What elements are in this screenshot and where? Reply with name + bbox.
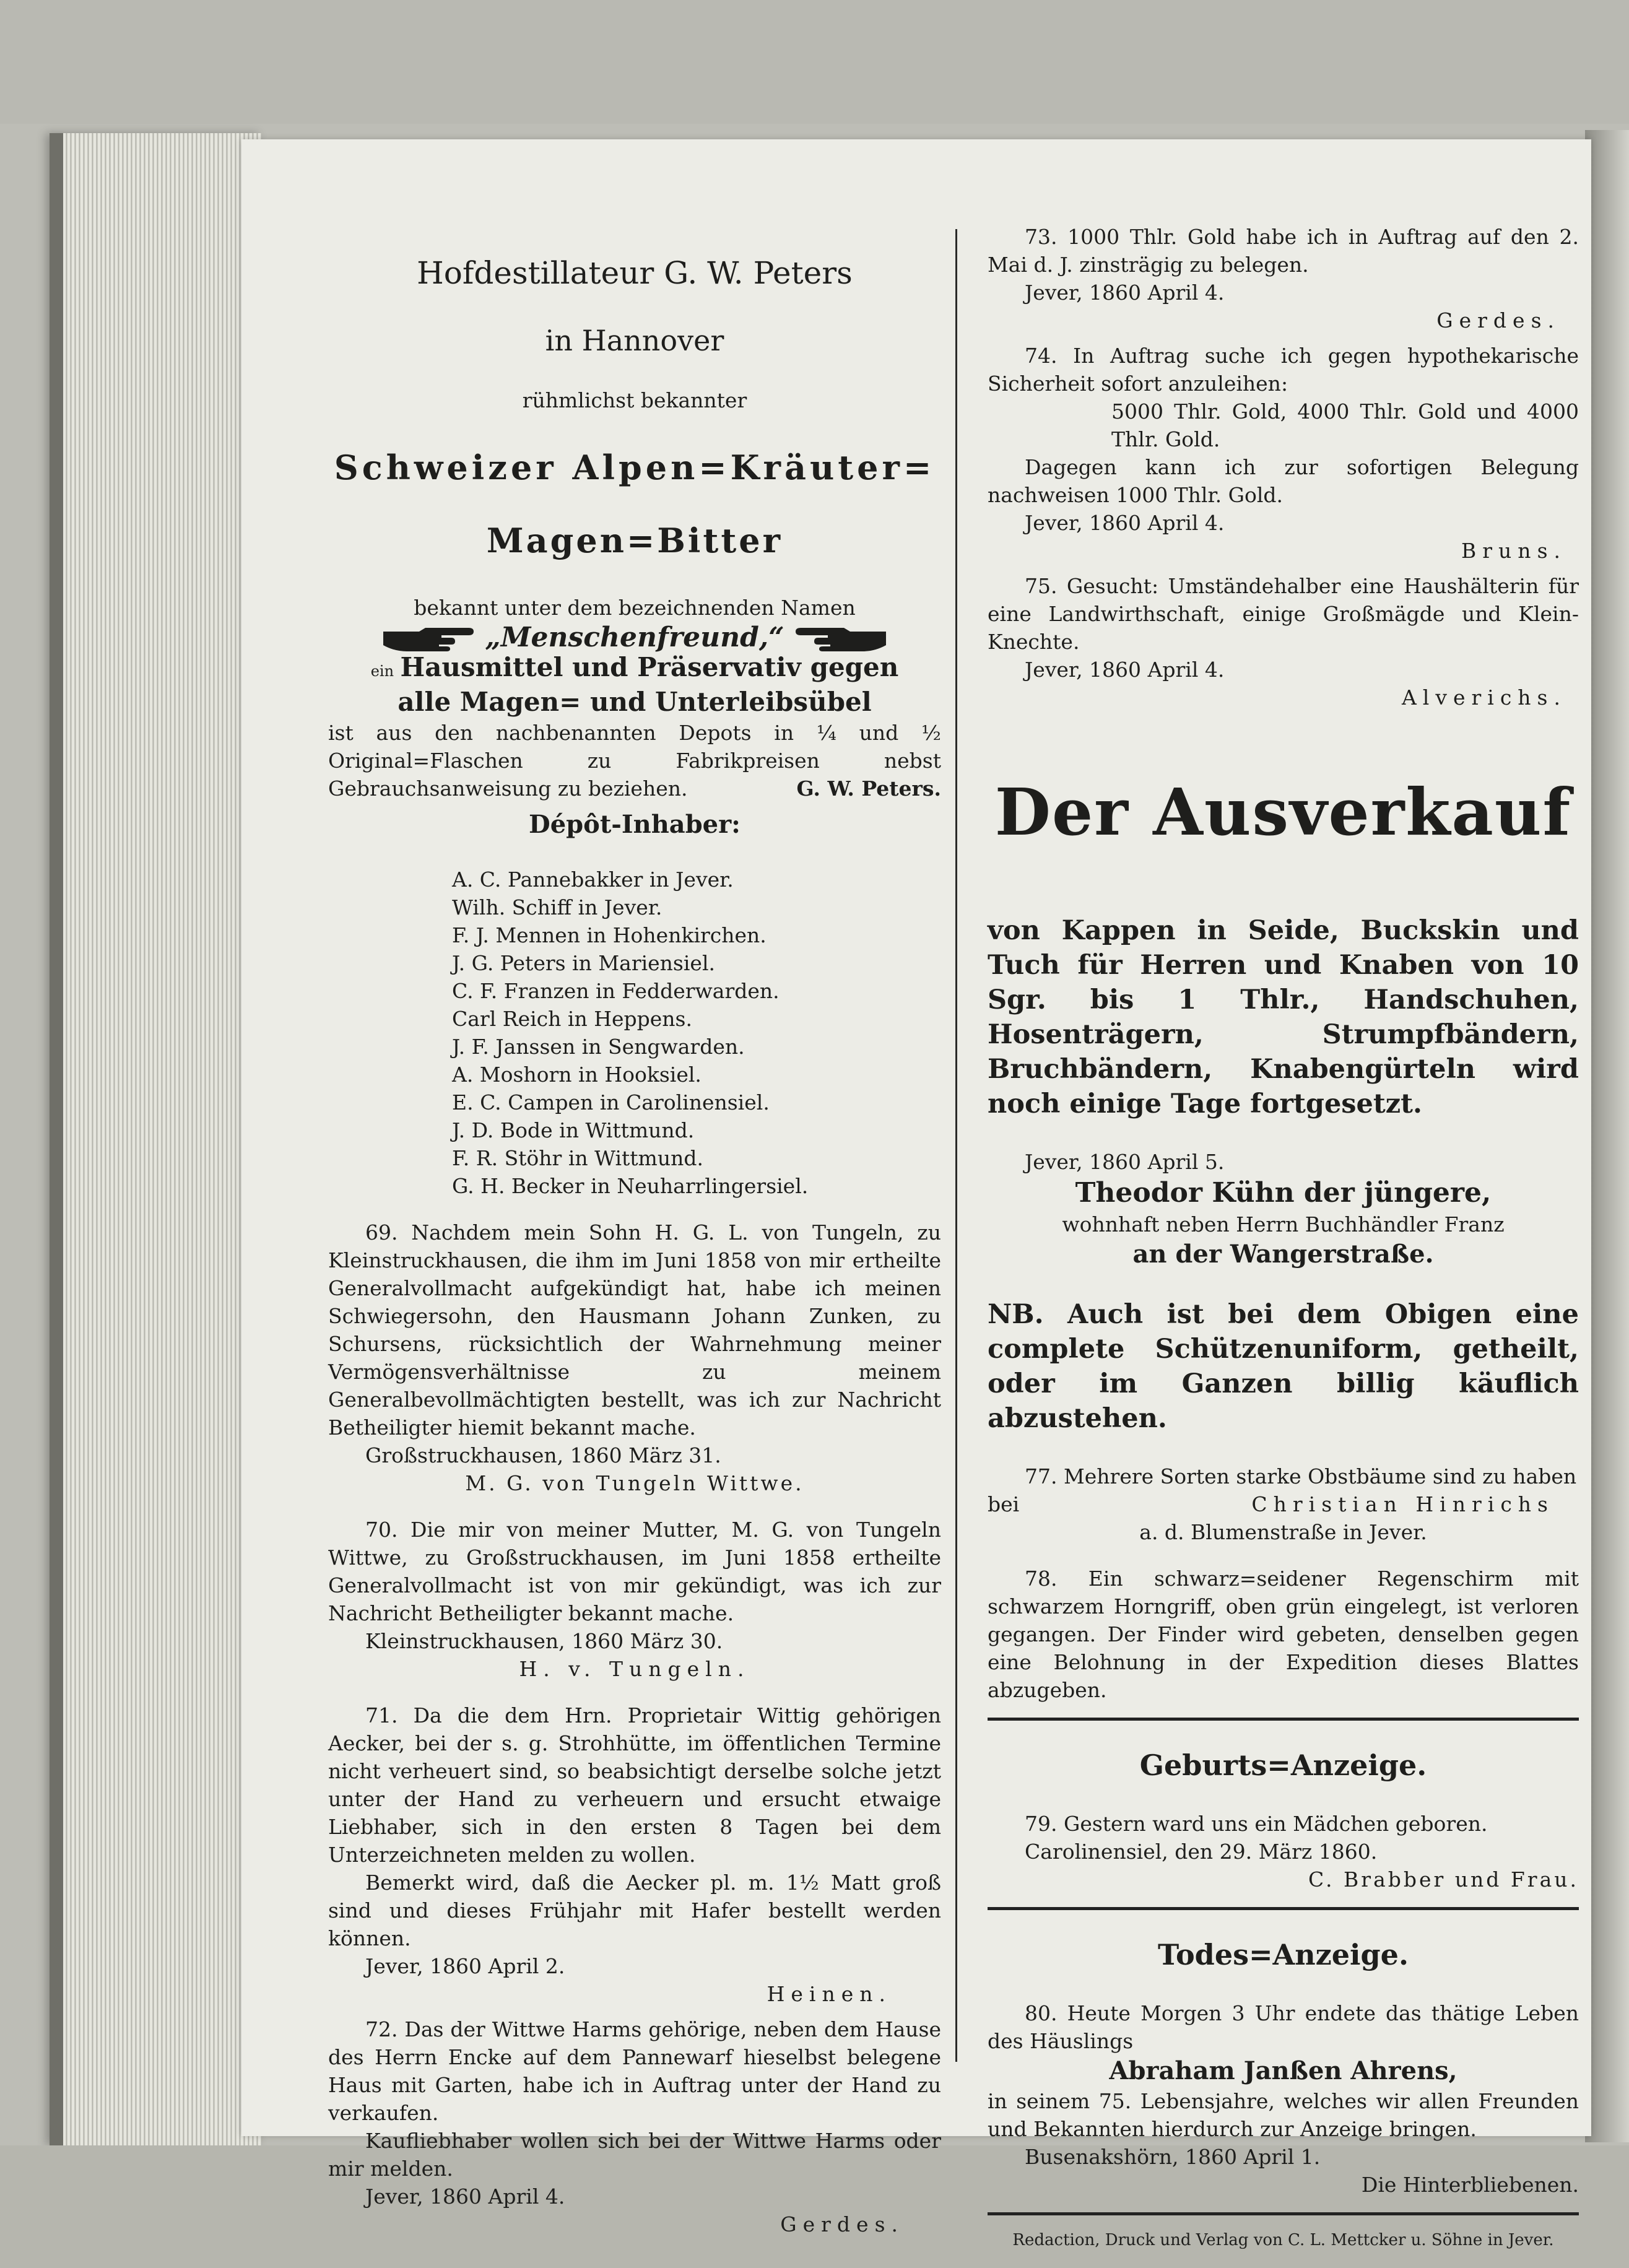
- book-page-edges: [50, 133, 261, 2145]
- notice-71-signature: Heinen.: [767, 1982, 892, 2006]
- death-text1: 80. Heute Morgen 3 Uhr endete das thätige Leben des Häuslings: [988, 2001, 1579, 2053]
- ad-peters-line3: rühmlichst bekannter: [522, 388, 747, 412]
- notice-72-place: Jever, 1860 April 4.: [365, 2184, 565, 2209]
- birth-heading: Geburts=Anzeige.: [1139, 1749, 1427, 1782]
- birth-text: 79. Gestern ward uns ein Mädchen geboren.: [1025, 1812, 1488, 1836]
- notice-74-place: Jever, 1860 April 4.: [1025, 511, 1225, 535]
- death-name: Abraham Janßen Ahrens,: [1109, 2056, 1457, 2085]
- list-item: J. G. Peters in Mariensiel.: [452, 951, 715, 975]
- notice-71-place: Jever, 1860 April 2.: [365, 1954, 565, 1978]
- notice-77-text: 77. Mehrere Sorten starke Obstbäume sind zu haben: [1025, 1464, 1577, 1488]
- death-heading: Todes=Anzeige.: [1158, 1938, 1409, 1971]
- list-item: E. C. Campen in Carolinensiel.: [452, 1090, 770, 1114]
- ad-peters-line8-main: Hausmittel und Präservativ gegen: [400, 652, 899, 682]
- notice-69: [328, 1219, 941, 1497]
- pointing-hand-right-icon: [382, 624, 475, 651]
- birth-signature: C. Brabber und Frau.: [1308, 1867, 1579, 1892]
- notice-77-sign-line: [988, 1490, 1579, 1518]
- scan-background-top: [0, 0, 1629, 124]
- ad-peters-line8: [328, 653, 941, 685]
- notice-74-amounts: 5000 Thlr. Gold, 4000 Thlr. Gold und 4000 Thlr. Gold.: [1111, 399, 1579, 451]
- list-item: J. F. Janssen in Sengwarden.: [452, 1035, 745, 1059]
- ausverkauf-body: von Kappen in Seide, Buckskin und Tuch für Herren und Knaben von 10 Sgr. bis 1 Thlr., Handschuhen, Hosenträgern, Strumpfbändern, Bruchbändern, Knabengürteln wird noch einige Tage fortgesetzt.: [988, 915, 1579, 1119]
- list-item: Wilh. Schiff in Jever.: [452, 895, 662, 919]
- list-item: F. R. Stöhr in Wittmund.: [452, 1146, 703, 1170]
- notice-77-address: a. d. Blumenstraße in Jever.: [1139, 1520, 1427, 1544]
- notice-72-text: 72. Das der Wittwe Harms gehörige, neben dem Hause des Herrn Encke auf dem Pannewarf hieselbst belegene Haus mit Garten, habe ich in Auftrag unter der Hand zu verkaufen.: [328, 2017, 941, 2125]
- notice-73-place: Jever, 1860 April 4.: [1025, 280, 1225, 305]
- list-item: A. Moshorn in Hooksiel.: [452, 1062, 702, 1087]
- section-rule: [988, 2212, 1579, 2215]
- birth-place: Carolinensiel, den 29. März 1860.: [1025, 1840, 1378, 1864]
- hand-row: [328, 622, 941, 653]
- notice-77: [988, 1462, 1579, 1546]
- death-announcement: [988, 1939, 1579, 2199]
- notice-72-text2: Kaufliebhaber wollen sich bei der Wittwe Harms oder mir melden.: [328, 2129, 941, 2181]
- notice-70-place: Kleinstruckhausen, 1860 März 30.: [365, 1629, 723, 1653]
- ad-peters-line2: in Hannover: [545, 324, 724, 357]
- list-item: F. J. Mennen in Hohenkirchen.: [452, 923, 767, 947]
- list-item: J. D. Bode in Wittmund.: [452, 1118, 695, 1142]
- notice-74: [988, 342, 1579, 565]
- left-column: [328, 223, 941, 2238]
- notice-75: [988, 572, 1579, 711]
- notice-70-signature: H. v. Tungeln.: [519, 1657, 750, 1681]
- notice-71: [328, 1701, 941, 2008]
- notice-69-place: Großstruckhausen, 1860 März 31.: [365, 1443, 721, 1467]
- list-item: C. F. Franzen in Fedderwarden.: [452, 979, 780, 1003]
- ad-peters-signature: G. W. Peters.: [796, 776, 941, 801]
- ad-peters: [328, 254, 941, 1200]
- ad-peters-product1: Schweizer Alpen=Kräuter=: [334, 448, 936, 487]
- notice-78: [988, 1565, 1579, 1704]
- ad-peters-line9: alle Magen= und Unterleibsübel: [397, 687, 872, 717]
- notice-72: [328, 2015, 941, 2238]
- section-rule: [988, 1907, 1579, 1910]
- notice-75-text: 75. Gesucht: Umständehalber eine Haushälterin für eine Landwirthschaft, einige Großmägde und Klein-Knechte.: [988, 574, 1579, 654]
- notice-78-text: 78. Ein schwarz=seidener Regenschirm mit schwarzem Horngriff, oben grün eingelegt, ist verloren gegangen. Der Finder wird gebeten, denselben gegen eine Belohnung in der Expedition dieses Blattes abzugeben.: [988, 1566, 1579, 1702]
- notice-73-signature: Gerdes.: [1436, 308, 1560, 332]
- ausverkauf-address2: an der Wangerstraße.: [1132, 1240, 1434, 1269]
- ad-peters-product2: Magen=Bitter: [486, 521, 783, 560]
- notice-69-text: 69. Nachdem mein Sohn H. G. L. von Tungeln, zu Kleinstruckhausen, die ihm im Juni 1858 von mir ertheilte Generalvollmacht aufgekündigt hat, habe ich meinen Schwiegersohn, den Hausmann Johann Zunken, zu Schursens, rücksichtlich der Wahrnehmung meiner Vermögensverhältnisse zu meinem Generalbevollmächtigten bestellt, was ich zur Nachricht Betheiligter hiemit bekannt mache.: [328, 1220, 941, 1440]
- ausverkauf-address1: wohnhaft neben Herrn Buchhändler Franz: [1062, 1212, 1505, 1236]
- death-signature: Die Hinterbliebenen.: [1361, 2173, 1579, 2197]
- notice-73-text: 73. 1000 Thlr. Gold habe ich in Auftrag auf den 2. Mai d. J. zinsträgig zu belegen.: [988, 225, 1579, 277]
- list-item: A. C. Pannebakker in Jever.: [452, 867, 734, 892]
- depot-list: [328, 866, 941, 1200]
- notice-71-text: 71. Da die dem Hrn. Proprietair Wittig gehörigen Aecker, bei der s. g. Strohhütte, im öffentlichen Termine nicht verheuert sind, so beabsichtigt derselbe solche jetzt unter der Hand zu verheuern und ersucht etwaige Liebhaber, sich in den ersten 8 Tagen bei dem Unterzeichneten melden zu wollen.: [328, 1703, 941, 1867]
- notice-77-bei: bei: [988, 1492, 1020, 1516]
- notice-71-text2: Bemerkt wird, daß die Aecker pl. m. 1½ Matt groß sind und dieses Frühjahr mit Hafer bestellt werden können.: [328, 1870, 941, 1950]
- notice-73: [988, 223, 1579, 334]
- ausverkauf-place: Jever, 1860 April 5.: [1025, 1150, 1225, 1174]
- list-item: G. H. Becker in Neuharrlingersiel.: [452, 1174, 809, 1198]
- notice-69-signature: M. G. von Tungeln Wittwe.: [465, 1471, 804, 1495]
- ad-ausverkauf: [988, 776, 1579, 1436]
- right-page-fold: [1585, 130, 1629, 2142]
- ausverkauf-title: Der Ausverkauf: [994, 774, 1572, 850]
- notice-74-signature: Bruns.: [1461, 539, 1566, 563]
- notice-70-text: 70. Die mir von meiner Mutter, M. G. von Tungeln Wittwe, zu Großstruckhausen, im Juni 1858 ertheilte Generalvollmacht ist von mir gekündigt, was ich zur Nachricht Betheiligter bekannt mache.: [328, 1518, 941, 1625]
- ausverkauf-signature: Theodor Kühn der jüngere,: [1075, 1177, 1492, 1209]
- birth-announcement: [988, 1749, 1579, 1893]
- imprint: Redaction, Druck und Verlag von C. L. Mettcker u. Söhne in Jever.: [1012, 2231, 1554, 2249]
- column-divider: [955, 229, 957, 2062]
- notice-77-signature: Christian Hinrichs: [1251, 1492, 1554, 1516]
- ad-peters-brand-name: „Menschenfreund,“: [485, 622, 784, 653]
- ad-peters-line6: bekannt unter dem bezeichnenden Namen: [414, 596, 856, 620]
- death-place: Busenakshörn, 1860 April 1.: [1025, 2145, 1321, 2169]
- section-rule: [988, 1718, 1579, 1721]
- notice-74-text: 74. In Auftrag suche ich gegen hypothekarische Sicherheit sofort anzuleihen:: [988, 344, 1579, 396]
- notice-70: [328, 1516, 941, 1683]
- notice-74-text2: Dagegen kann ich zur sofortigen Belegung nachweisen 1000 Thlr. Gold.: [988, 455, 1579, 507]
- ad-peters-line8-prefix: ein: [370, 663, 394, 680]
- right-column: [988, 223, 1579, 2251]
- ausverkauf-nb: NB. Auch ist bei dem Obigen eine complete Schützenuniform, getheilt, oder im Ganzen billig käuflich abzustehen.: [988, 1299, 1579, 1434]
- notice-75-signature: Alverichs.: [1401, 685, 1566, 710]
- depot-heading: Dépôt-Inhaber:: [529, 810, 741, 839]
- pointing-hand-left-icon: [794, 624, 887, 651]
- notice-72-signature: Gerdes.: [780, 2212, 904, 2236]
- list-item: Carl Reich in Heppens.: [452, 1007, 692, 1031]
- death-text2: in seinem 75. Lebensjahre, welches wir allen Freunden und Bekannten hierdurch zur Anzeige bringen.: [988, 2089, 1579, 2141]
- ad-peters-body: ist aus den nachbenannten Depots in ¼ und ½ Original=Flaschen zu Fabrikpreisen nebst Gebrauchsanweisung zu beziehen.: [328, 721, 941, 801]
- ad-peters-line1: Hofdestillateur G. W. Peters: [417, 255, 853, 291]
- notice-75-place: Jever, 1860 April 4.: [1025, 658, 1225, 682]
